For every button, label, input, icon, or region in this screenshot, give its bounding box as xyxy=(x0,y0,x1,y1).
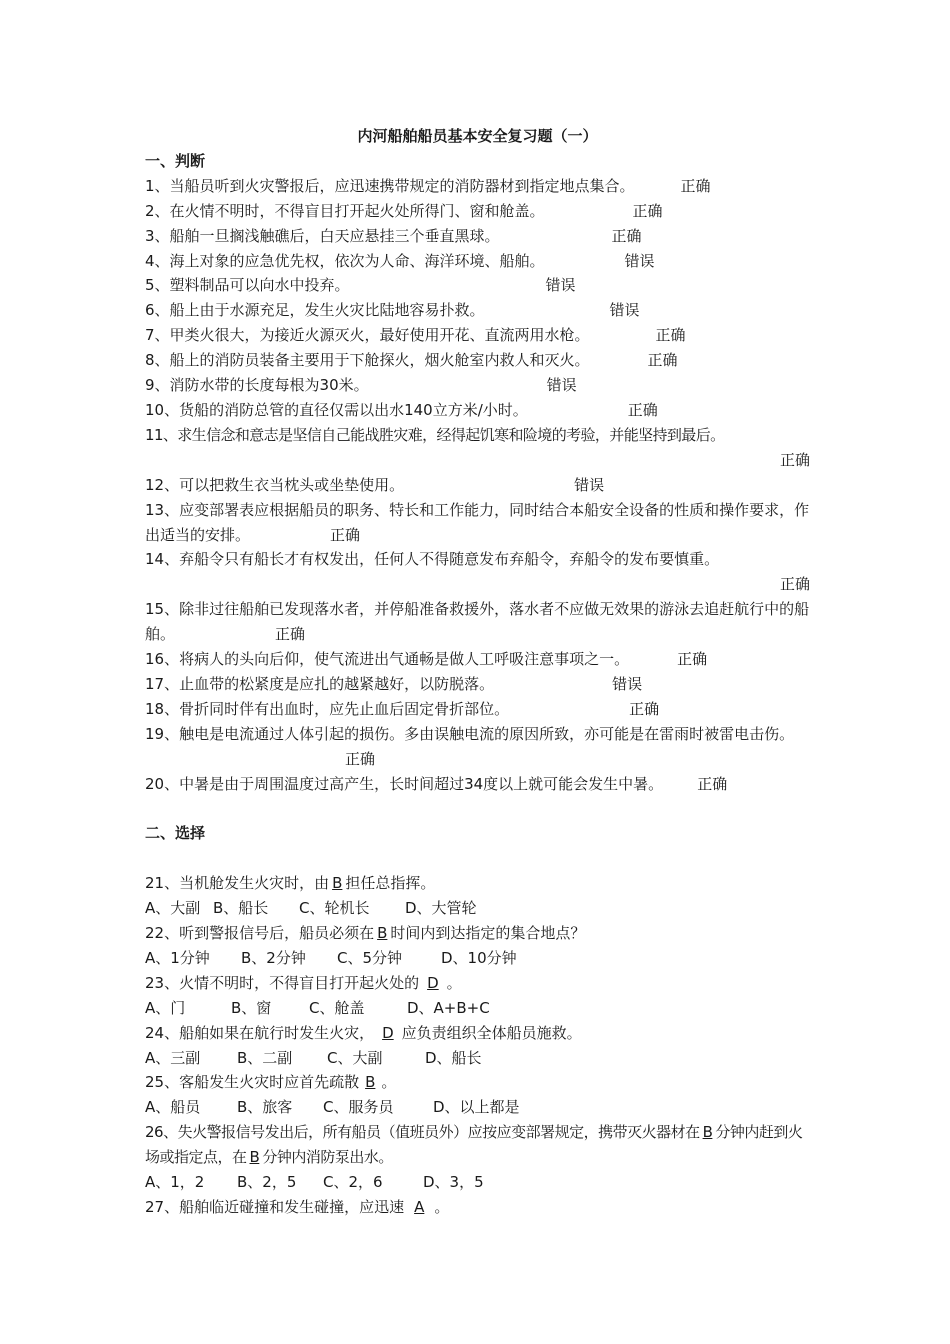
answer-blank: B xyxy=(702,1123,713,1142)
option-b: B、旅客 xyxy=(237,1098,293,1117)
option-b: B、船长 xyxy=(213,899,269,918)
judge-item-10 xyxy=(145,398,810,423)
judge-item-14 xyxy=(145,547,810,597)
answer-blank: D xyxy=(427,973,439,992)
judge-answer: 正确 xyxy=(611,226,642,245)
judge-answer: 正确 xyxy=(677,650,708,669)
question-text: 26、失火警报信号发出后，所有船员（值班员外）应按应变部署规定，携带灭火器材在 xyxy=(145,1123,700,1142)
judge-item-2 xyxy=(145,199,810,224)
judge-item-17 xyxy=(145,672,810,697)
judge-text: 16、将病人的头向后仰，使气流进出气通畅是做人工呼吸注意事项之一。 xyxy=(145,650,630,669)
judge-answer: 错误 xyxy=(574,475,605,494)
judge-item-9 xyxy=(145,373,810,398)
judge-text: 17、止血带的松紧度是应扎的越紧越好，以防脱落。 xyxy=(145,674,495,693)
judge-text: 9、消防水带的长度每根为30米。 xyxy=(145,376,369,395)
section-heading-choice: 二、选择 xyxy=(145,824,206,843)
section-heading-judgement: 一、判断 xyxy=(145,151,206,170)
option-c: C、服务员 xyxy=(323,1098,394,1117)
question-text: 。 xyxy=(381,1073,397,1092)
judge-item-18 xyxy=(145,697,810,722)
question-text: 分钟内消防泵出水。 xyxy=(262,1148,393,1167)
judge-answer: 正确 xyxy=(330,525,361,544)
judge-item-20 xyxy=(145,772,810,797)
judge-answer: 正确 xyxy=(779,450,810,469)
choice-question-24 xyxy=(145,1021,810,1046)
judge-text: 15、除非过往船舶已发现落水者，并停船准备救援外，落水者不应做无效果的游泳去追赶航行中的船舶。 xyxy=(145,600,810,644)
question-text: 。 xyxy=(446,973,462,992)
question-text: 分钟内赶到火场或指定点，在 xyxy=(145,1123,803,1167)
judge-item-11 xyxy=(145,423,810,473)
answer-blank: B xyxy=(249,1148,260,1167)
judge-text: 13、应变部署表应根据船员的职务、特长和工作能力，同时结合本船安全设备的性质和操作要求，作出适当的安排。 xyxy=(145,500,810,544)
question-text: 23、火情不明时，不得盲目打开起火处的 xyxy=(145,973,420,992)
judge-item-6 xyxy=(145,298,810,323)
choice-question-22 xyxy=(145,921,810,946)
judge-item-3 xyxy=(145,224,810,249)
option-b: B、二副 xyxy=(237,1048,293,1067)
question-text: 25、客船发生火灾时应首先疏散 xyxy=(145,1073,360,1092)
option-d: D、10分钟 xyxy=(441,948,517,967)
judge-answer: 错误 xyxy=(546,376,577,395)
judge-item-15 xyxy=(145,597,810,647)
judge-item-7 xyxy=(145,323,810,348)
judge-item-12 xyxy=(145,473,810,498)
choice-question-25 xyxy=(145,1070,810,1095)
judge-text: 2、在火情不明时，不得盲目打开起火处所得门、窗和舱盖。 xyxy=(145,201,545,220)
judge-text: 1、当船员听到火灾警报后，应迅速携带规定的消防器材到指定地点集合。 xyxy=(145,176,635,195)
answer-blank: B xyxy=(365,1073,376,1092)
judge-text: 4、海上对象的应急优先权，依次为人命、海洋环境、船舶。 xyxy=(145,251,545,270)
answer-blank: A xyxy=(414,1197,425,1216)
answer-blank: B xyxy=(332,874,343,893)
judge-answer: 正确 xyxy=(627,400,658,419)
document-content xyxy=(145,124,810,1220)
option-d: D、船长 xyxy=(425,1048,482,1067)
judge-answer: 正确 xyxy=(655,326,686,345)
option-d: D、以上都是 xyxy=(433,1098,520,1117)
judge-text: 3、船舶一旦搁浅触礁后，白天应悬挂三个垂直黑球。 xyxy=(145,226,500,245)
judge-text: 18、骨折同时伴有出血时，应先止血后固定骨折部位。 xyxy=(145,699,510,718)
option-b: B、2分钟 xyxy=(241,948,306,967)
option-c: C、轮机长 xyxy=(299,899,370,918)
choice-question-23 xyxy=(145,971,810,996)
option-c: C、2，6 xyxy=(323,1173,383,1192)
judge-item-16 xyxy=(145,647,810,672)
choice-options-25 xyxy=(145,1095,810,1120)
judge-answer: 错误 xyxy=(612,674,643,693)
judge-text: 10、货船的消防总管的直径仅需以出水140立方米/小时。 xyxy=(145,400,528,419)
option-a: A、门 xyxy=(145,998,186,1017)
question-text: 。 xyxy=(434,1197,450,1216)
judge-answer: 正确 xyxy=(647,351,678,370)
choice-options-24 xyxy=(145,1046,810,1071)
judge-item-4 xyxy=(145,249,810,274)
judge-text: 6、船上由于水源充足，发生火灾比陆地容易扑救。 xyxy=(145,301,485,320)
choice-question-21 xyxy=(145,871,810,896)
judge-text: 12、可以把救生衣当枕头或坐垫使用。 xyxy=(145,475,405,494)
judge-answer: 正确 xyxy=(779,575,810,594)
option-d: D、大管轮 xyxy=(405,899,477,918)
judge-answer: 正确 xyxy=(275,625,306,644)
judge-item-13 xyxy=(145,498,810,548)
question-text: 时间内到达指定的集合地点？ xyxy=(390,923,586,942)
judge-answer: 正确 xyxy=(632,201,663,220)
judge-text: 11、求生信念和意志是坚信自己能战胜灾难，经得起饥寒和险境的考验，并能坚持到最后。 xyxy=(145,425,725,444)
option-d: D、3，5 xyxy=(423,1173,484,1192)
judge-answer: 错误 xyxy=(609,301,640,320)
answer-blank: D xyxy=(382,1023,394,1042)
judge-text: 14、弃船令只有船长才有权发出，任何人不得随意发布弃船令，弃船令的发布要慎重。 xyxy=(145,550,720,569)
judge-item-1 xyxy=(145,174,810,199)
option-c: C、5分钟 xyxy=(337,948,403,967)
question-text: 27、船舶临近碰撞和发生碰撞，应迅速 xyxy=(145,1197,405,1216)
judge-answer: 错误 xyxy=(624,251,655,270)
option-a: A、1，2 xyxy=(145,1173,205,1192)
option-a: A、1分钟 xyxy=(145,948,210,967)
question-text: 21、当机舱发生火灾时，由 xyxy=(145,874,330,893)
choice-options-21 xyxy=(145,896,810,921)
judge-text: 8、船上的消防员装备主要用于下舱探火，烟火舱室内救人和灭火。 xyxy=(145,351,590,370)
question-text: 担任总指挥。 xyxy=(345,874,436,893)
question-text: 24、船舶如果在航行时发生火灾， xyxy=(145,1023,375,1042)
option-a: A、船员 xyxy=(145,1098,201,1117)
option-c: C、大副 xyxy=(327,1048,383,1067)
option-b: B、窗 xyxy=(231,998,272,1017)
question-text: 22、听到警报信号后，船员必须在 xyxy=(145,923,375,942)
judge-text: 7、甲类火很大，为接近火源灭火，最好使用开花、直流两用水枪。 xyxy=(145,326,590,345)
option-b: B、2，5 xyxy=(237,1173,297,1192)
judge-text: 19、触电是电流通过人体引起的损伤。多由误触电流的原因所致，亦可能是在雷雨时被雷电击伤。 xyxy=(145,724,795,743)
judge-answer: 正确 xyxy=(697,774,728,793)
judge-text: 5、塑料制品可以向水中投弃。 xyxy=(145,276,350,295)
option-a: A、大副 xyxy=(145,899,201,918)
page-title: 内河船舶船员基本安全复习题（一） xyxy=(357,127,598,145)
option-c: C、舱盖 xyxy=(309,998,365,1017)
judge-answer: 错误 xyxy=(545,276,576,295)
choice-options-26 xyxy=(145,1170,810,1195)
choice-question-26 xyxy=(145,1120,810,1170)
judge-answer: 正确 xyxy=(629,699,660,718)
choice-options-23 xyxy=(145,996,810,1021)
option-d: D、A+B+C xyxy=(407,998,490,1017)
choice-options-22 xyxy=(145,946,810,971)
judge-answer: 正确 xyxy=(345,749,376,768)
judge-item-19 xyxy=(145,722,810,772)
judge-text: 20、中暑是由于周围温度过高产生，长时间超过34度以上就可能会发生中暑。 xyxy=(145,774,664,793)
question-text: 应负责组织全体船员施救。 xyxy=(401,1023,582,1042)
option-a: A、三副 xyxy=(145,1048,201,1067)
judge-item-5 xyxy=(145,273,810,298)
judge-item-8 xyxy=(145,348,810,373)
answer-blank: B xyxy=(377,923,388,942)
choice-question-27 xyxy=(145,1195,810,1220)
judge-answer: 正确 xyxy=(680,176,711,195)
